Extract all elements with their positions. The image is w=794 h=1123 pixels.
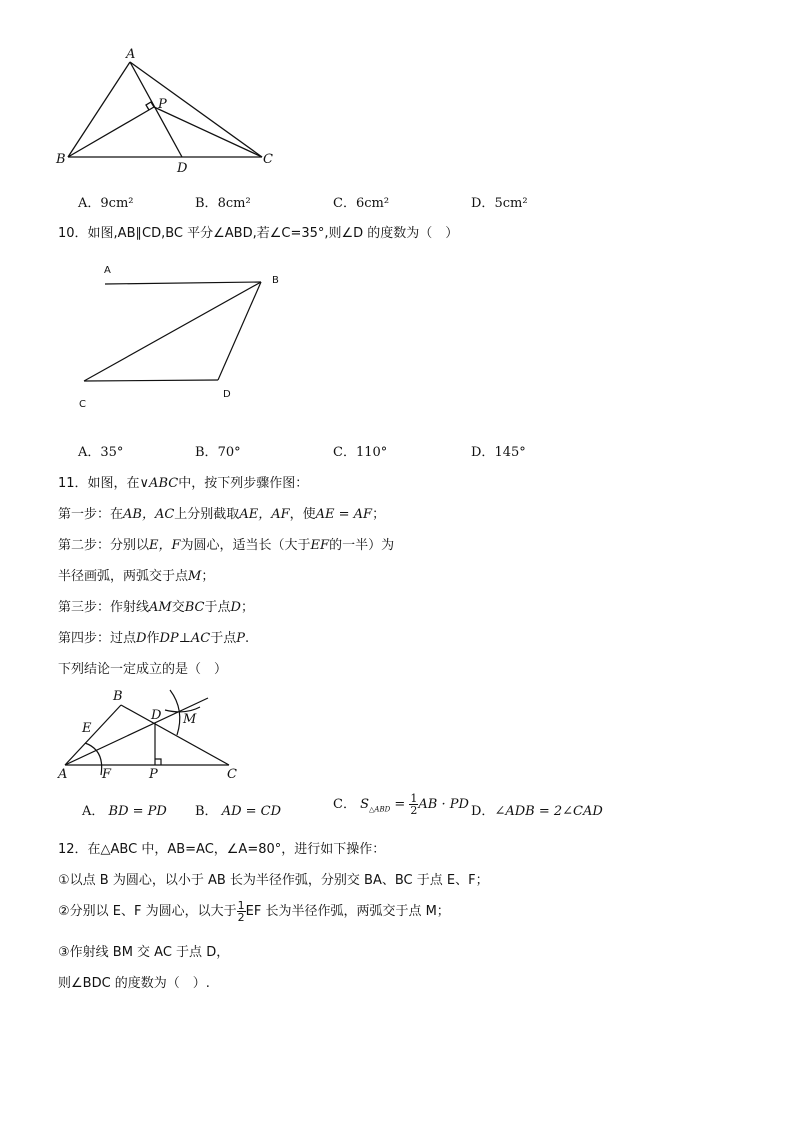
q10-option-d: D．145° bbox=[471, 445, 526, 460]
q12-question: 则∠BDC 的度数为（ ）. bbox=[58, 976, 210, 991]
q10-option-a: A．35° bbox=[78, 445, 124, 460]
q11-label-p: P bbox=[149, 767, 158, 782]
q11-step4: 第四步：过点D作DP⊥AC于点P. bbox=[58, 631, 250, 646]
q9-label-d: D bbox=[177, 161, 188, 176]
q10-label-c: C bbox=[79, 399, 86, 410]
q9-option-c: C．6cm² bbox=[333, 196, 390, 211]
q11-label-b: B bbox=[113, 689, 123, 704]
q9-option-b: B．8cm² bbox=[195, 196, 251, 211]
q10-segment-ab bbox=[105, 282, 261, 284]
q9-segment-ad bbox=[130, 62, 182, 157]
q11-label-m: M bbox=[183, 712, 197, 727]
q10-option-b: B．70° bbox=[195, 445, 241, 460]
q9-label-a: A bbox=[126, 47, 136, 62]
q11-segment-ab bbox=[65, 705, 121, 765]
q11-step2: 第二步：分别以E，F为圆心，适当长（大于EF的一半）为 bbox=[58, 538, 395, 553]
q11-step2-continued: 半径画弧，两弧交于点M； bbox=[58, 569, 215, 584]
q10-segment-bd bbox=[218, 282, 261, 380]
q9-segment-ab bbox=[68, 62, 130, 157]
q9-segment-pc bbox=[154, 107, 262, 157]
q10-label-b: B bbox=[272, 275, 279, 286]
q9-segment-bp bbox=[68, 107, 154, 157]
q9-label-c: C bbox=[263, 152, 273, 167]
q9-label-b: B bbox=[56, 152, 66, 167]
q9-figure bbox=[50, 40, 290, 180]
q11-option-b: B． AD = CD bbox=[195, 804, 282, 819]
q11-arc-ef bbox=[85, 743, 102, 775]
q9-option-a: A．9cm² bbox=[78, 196, 134, 211]
q11-label-d: D bbox=[151, 708, 162, 723]
q10-label-a: A bbox=[104, 265, 111, 276]
q12-stem: 12．在△ABC 中，AB=AC，∠A=80°，进行如下操作： bbox=[58, 842, 386, 857]
q12-step2: ②分别以 E、F 为圆心，以大于 $\frac{1}{2}$ EF 长为半径作弧，两弧交于点 M； bbox=[58, 899, 450, 924]
q11-label-a: A bbox=[58, 767, 68, 782]
q11-label-e: E bbox=[82, 721, 92, 736]
q11-step3: 第三步：作射线AM交BC于点D； bbox=[58, 600, 254, 615]
q11-option-d: D．∠ADB = 2∠CAD bbox=[471, 804, 603, 819]
q10-segment-cd bbox=[84, 380, 218, 381]
q10-label-d: D bbox=[223, 389, 231, 400]
q9-label-p: P bbox=[158, 97, 167, 112]
q10-option-c: C．110° bbox=[333, 445, 388, 460]
q10-figure bbox=[70, 258, 300, 418]
q11-figure bbox=[55, 685, 255, 785]
q11-right-angle-mark bbox=[155, 759, 161, 765]
q11-option-a: A． BD = PD bbox=[82, 804, 167, 819]
q12-step3: ③作射线 BM 交 AC 于点 D， bbox=[58, 945, 230, 960]
q10-segment-bc bbox=[84, 282, 261, 381]
q11-question: 下列结论一定成立的是（ ） bbox=[58, 662, 228, 677]
q12-step1: ①以点 B 为圆心，以小于 AB 长为半径作弧，分别交 BA、BC 于点 E、F； bbox=[58, 873, 489, 888]
q11-stem: 11．如图，在∨ABC中，按下列步骤作图： bbox=[58, 476, 309, 491]
q11-label-c: C bbox=[227, 767, 237, 782]
q10-stem: 10．如图,AB∥CD,BC 平分∠ABD,若∠C=35°,则∠D 的度数为（ ） bbox=[58, 226, 459, 241]
q11-step1: 第一步：在AB，AC上分别截取AE，AF，使AE = AF； bbox=[58, 507, 386, 522]
q9-option-d: D．5cm² bbox=[471, 196, 528, 211]
q11-option-c: C． $S_{\triangle ABD}$ = $\frac{1}{2}$ AB · PD bbox=[333, 792, 469, 817]
q11-label-f: F bbox=[102, 767, 112, 782]
